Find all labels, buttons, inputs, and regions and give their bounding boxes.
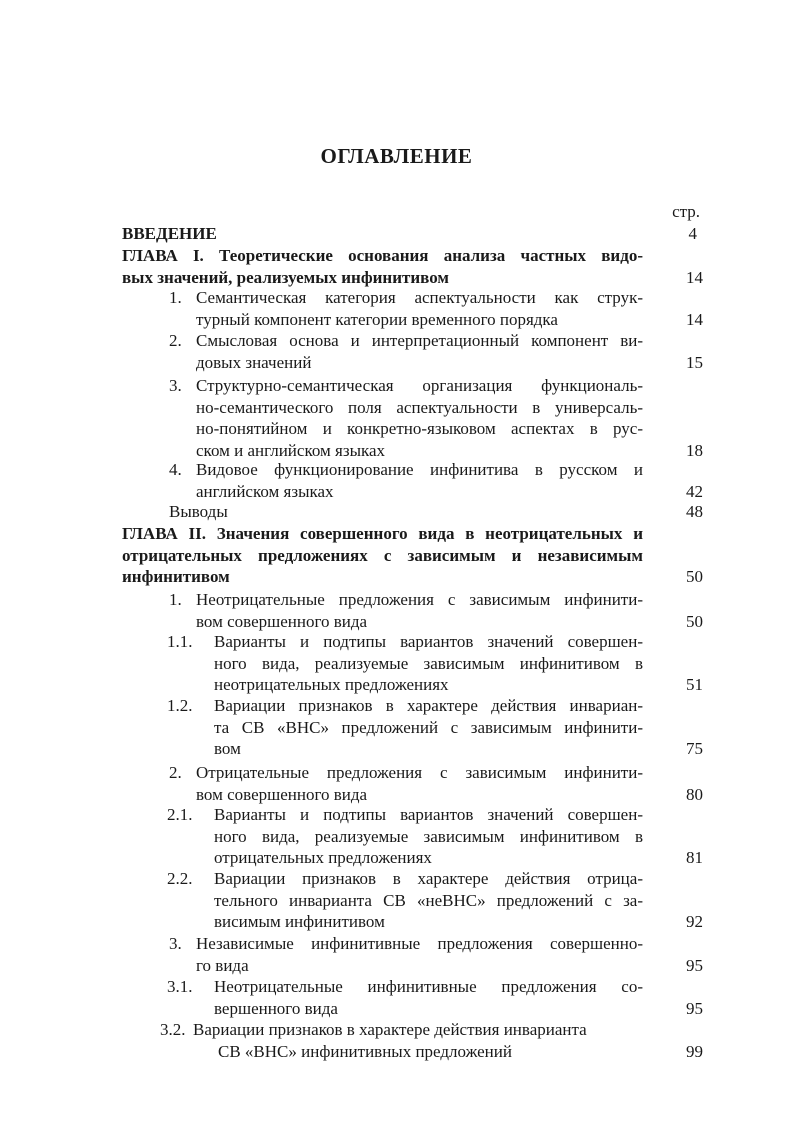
- page-column-label: стр.: [672, 202, 700, 221]
- toc-entry-line: Отрицательные предложения с зависимым инфинити-: [196, 763, 643, 782]
- toc-entry-line: го вида: [196, 955, 249, 975]
- toc-entry-number: 2.: [169, 763, 182, 782]
- toc-entry-line: Варианты и подтипы вариантов значений совершен-: [214, 805, 643, 824]
- toc-entry-line: Неотрицательные предложения с зависимым инфинити-: [196, 590, 643, 609]
- toc-entry-line: Неотрицательные инфинитивные предложения со-: [214, 977, 643, 996]
- toc-page-number: 81: [686, 848, 703, 868]
- toc-entry-line: Варианты и подтипы вариантов значений совершен-: [214, 632, 643, 651]
- toc-page-number: 50: [686, 611, 703, 631]
- toc-entry-line: отрицательных предложениях: [214, 848, 432, 868]
- toc-entry-number: 3.2.: [160, 1020, 186, 1039]
- toc-entry-line: вом: [214, 739, 241, 759]
- toc-page-number: 80: [686, 784, 703, 804]
- toc-entry-line: Вариации признаков в характере действия отрица-: [214, 869, 643, 888]
- toc-entry-line: Выводы: [169, 502, 228, 521]
- toc-entry-line: ском и английском языках: [196, 441, 386, 461]
- toc-entry-line: ного вида, реализуемые зависимым инфинитивом в: [214, 653, 643, 673]
- toc-entry-line: ного вида, реализуемые зависимым инфинитивом в: [214, 826, 643, 846]
- toc-entry-number: 1.2.: [167, 696, 193, 715]
- toc-entry-line: английском языках: [196, 481, 334, 501]
- page-title: ОГЛАВЛЕНИЕ: [320, 144, 473, 168]
- toc-page-number: 14: [686, 267, 703, 287]
- toc-page-number: 75: [686, 739, 703, 759]
- toc-entry-line: вых значений, реализуемых инфинитивом: [122, 267, 449, 287]
- toc-entry-line: ГЛАВА I. Теоретические основания анализа частных видо-: [122, 246, 643, 265]
- toc-entry-line: инфинитивом: [122, 567, 230, 587]
- toc-entry-line: Семантическая категория аспектуальности как струк-: [196, 288, 643, 307]
- toc-entry-line: СВ «ВНС» инфинитивных предложений: [218, 1041, 512, 1061]
- toc-entry-number: 4.: [169, 460, 182, 479]
- toc-page-number: 92: [686, 912, 703, 932]
- toc-entry-line: ГЛАВА II. Значения совершенного вида в неотрицательных и: [122, 524, 643, 543]
- toc-entry-number: 1.: [169, 288, 182, 307]
- toc-entry-number: 2.2.: [167, 869, 193, 888]
- toc-entry-line: Вариации признаков в характере действия инварианта: [193, 1020, 587, 1039]
- toc-entry-line: Смысловая основа и интерпретационный компонент ви-: [196, 331, 643, 350]
- toc-page-number: 15: [686, 352, 703, 372]
- toc-entry-line: Вариации признаков в характере действия инвариан-: [214, 696, 643, 715]
- toc-entry-line: отрицательных предложениях с зависимым и независимым: [122, 545, 643, 565]
- toc-entry-line: ВВЕДЕНИЕ: [122, 224, 217, 243]
- toc-page-number: 99: [686, 1041, 703, 1061]
- toc-entry-number: 3.1.: [167, 977, 193, 996]
- toc-entry-line: вом совершенного вида: [196, 611, 368, 631]
- toc-page-number: 42: [686, 481, 703, 501]
- toc-entry-number: 1.1.: [167, 632, 193, 651]
- toc-page-number: 95: [686, 998, 703, 1018]
- toc-entry-number: 3.: [169, 376, 182, 395]
- toc-entry-line: но-семантического поля аспектуальности в универсаль-: [196, 397, 643, 417]
- toc-entry-line: неотрицательных предложениях: [214, 675, 449, 695]
- toc-page-number: 50: [686, 567, 703, 587]
- toc-entry-line: но-понятийном и конкретно-языковом аспектах в рус-: [196, 419, 643, 439]
- toc-entry-line: вом совершенного вида: [196, 784, 368, 804]
- toc-entry-number: 2.1.: [167, 805, 193, 824]
- toc-entry-line: вершенного вида: [214, 998, 338, 1018]
- toc-page-number: 95: [686, 955, 703, 975]
- toc-entry-number: 3.: [169, 934, 182, 953]
- toc-page-number: 4: [688, 224, 697, 243]
- toc-entry-number: 2.: [169, 331, 182, 350]
- toc-page-number: 51: [686, 675, 703, 695]
- toc-entry-line: Независимые инфинитивные предложения совершенно-: [196, 934, 643, 953]
- toc-entry-line: Видовое функционирование инфинитива в русском и: [196, 460, 643, 479]
- toc-entry-line: висимым инфинитивом: [214, 912, 385, 932]
- toc-page-number: 18: [686, 441, 703, 461]
- toc-entry-line: Структурно-семантическая организация функциональ-: [196, 376, 643, 395]
- toc-entry-line: турный компонент категории временного порядка: [196, 309, 558, 329]
- toc-entry-number: 1.: [169, 590, 182, 609]
- toc-page-number: 48: [686, 502, 703, 521]
- toc-entry-line: та СВ «ВНС» предложений с зависимым инфинити-: [214, 717, 643, 737]
- toc-entry-line: довых значений: [196, 352, 312, 372]
- toc-entry-line: тельного инварианта СВ «неВНС» предложений с за-: [214, 890, 643, 910]
- toc-page-number: 14: [686, 309, 703, 329]
